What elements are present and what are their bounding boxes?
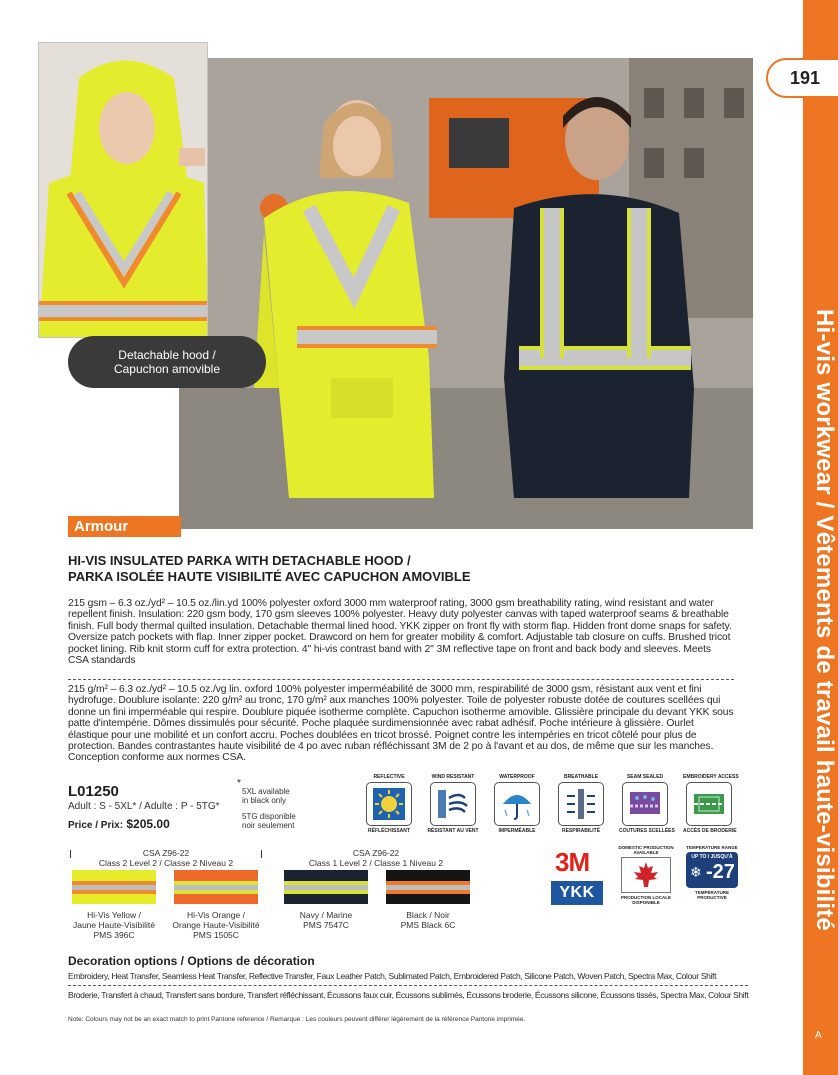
swatch-hivis-orange bbox=[174, 870, 258, 904]
inset-caption: Detachable hood / Capuchon amovible bbox=[68, 336, 266, 388]
seam-sealed-icon bbox=[622, 782, 668, 826]
class-1-label: CSA Z96-22 Class 1 Level 2 / Classe 1 Niveau 2 bbox=[308, 848, 444, 868]
note-en: 5XL available in black only bbox=[242, 787, 290, 805]
swatch-label-orange: Hi-Vis Orange / Orange Haute-Visibilité PMS 1505C bbox=[172, 910, 260, 940]
swatch-hivis-yellow bbox=[72, 870, 156, 904]
feature-waterproof: WATERPROOF IMPERMÉABLE bbox=[491, 774, 543, 838]
class-2-bracket bbox=[70, 850, 262, 858]
wind-resistant-icon bbox=[430, 782, 476, 826]
snowflake-icon: ❄ bbox=[690, 864, 702, 880]
feature-wind-resistant: WIND RESISTANT RÉSISTANT AU VENT bbox=[427, 774, 479, 834]
feature-breathable: BREATHABLE RESPIRABILITÉ bbox=[555, 774, 607, 838]
temperature-badge: TEMPERATURE RANGE UP TO / JUSQU'À ❄ -27 TEMPÉRATURE PRODUCTIVE bbox=[686, 845, 738, 900]
decoration-title: Decoration options / Options de décoration bbox=[68, 954, 315, 968]
product-photo-main bbox=[179, 58, 753, 529]
page-number: 191 bbox=[766, 58, 838, 98]
product-sizes: Adult : S - 5XL* / Adulte : P - 5TG* bbox=[68, 801, 220, 812]
feature-seam-sealed: SEAM SEALED COUTURES SCELLÉES bbox=[619, 774, 675, 834]
note-fr: 5TG disponible noir seulement bbox=[242, 812, 296, 830]
swatch-label-black: Black / Noir PMS Black 6C bbox=[400, 910, 456, 930]
description-fr: 215 g/m² – 6.3 oz./yd² – 10.5 oz./vg lin. oxford 100% polyester imperméabilité de 3000 mm, respirabilité de 3000 gsm, résistant aux vent et fini hydrofuge. Doublure isolante: 220 g/m² au tronc, 170 g/m² aux manches 100% polyester. Toile de polyester robuste dotée de coutures scellées qui donne un fini imperméable qui respire. Doublure piquée isotherme complète. Capuchon isotherme amovible. Glissière principale du devant YKK sous patte d'intempérie. Dômes dissimulés pour sécurité. Poche plaquée surdimensionnée avec rabat adhésif. Poche intérieure à glissière. Ourlet élastique pour une mobilité et un confort accru. Poches doublées en tricot brossé. Poignet contre les intempéries en tricot côtelé pour plus de protection. Bandes contrastantes haute visibilité de 4 po avec ruban réfléchissant 3M de 2 po à l'avant et au dos, de même que sur les manches. Conception conforme aux normes CSA. bbox=[68, 684, 734, 764]
breathable-icon bbox=[558, 782, 604, 826]
class-2-label: CSA Z96-22 Class 2 Level 2 / Classe 2 Niveau 2 bbox=[98, 848, 234, 868]
3m-logo: 3M bbox=[555, 847, 590, 877]
ykk-logo: YKK bbox=[551, 881, 603, 905]
reflective-icon bbox=[366, 782, 412, 826]
product-title: HI-VIS INSULATED PARKA WITH DETACHABLE HOOD / PARKA ISOLÉE HAUTE VISIBILITÉ AVEC CAPUCHON AMOVIBLE bbox=[68, 553, 471, 584]
colour-footnote: Note: Colours may not be an exact match to print Pantone reference / Remarque : Les couleurs peuvent différer légèrement de la référence Pantone imprimée. bbox=[68, 1016, 526, 1023]
waterproof-icon bbox=[494, 782, 540, 826]
decoration-divider bbox=[68, 985, 748, 986]
divider bbox=[68, 679, 734, 680]
feature-icons bbox=[363, 774, 743, 838]
swatch-label-navy: Navy / Marine PMS 7547C bbox=[299, 910, 353, 930]
decoration-fr: Broderie, Transfert à chaud, Transfert sans bordure, Transfert réfléchissant, Écussons faux cuir, Écussons sublimés, Écussons broderie, Écussons silicone, Écussons tissés, Spectra Max, Colour Shift bbox=[68, 990, 749, 1000]
domestic-production-badge: DOMESTIC PRODUCTION AVAILABLE PRODUCTION LOCALE DISPONIBLE bbox=[618, 845, 674, 905]
side-letter: A bbox=[815, 1030, 822, 1041]
swatch-label-yellow: Hi-Vis Yellow / Jaune Haute-Visibilité PMS 396C bbox=[72, 910, 156, 940]
embroidery-access-icon bbox=[686, 782, 732, 826]
inset-illustration bbox=[39, 43, 208, 338]
decoration-en: Embroidery, Heat Transfer, Seamless Heat Transfer, Reflective Transfer, Faux Leather Patch, Sublimated Patch, Embroidered Patch, Silicone Patch, Woven Patch, Spectra Max, Colour Shift bbox=[68, 971, 717, 981]
product-photo-inset bbox=[38, 42, 208, 338]
swatch-navy bbox=[284, 870, 368, 904]
feature-embroidery-access: EMBROIDERY ACCESS ACCÈS DE BRODERIE bbox=[683, 774, 739, 834]
side-title: Hi-vis workwear / Vêtements de travail haute-visibilité bbox=[811, 309, 838, 931]
swatch-black bbox=[386, 870, 470, 904]
description-en: 215 gsm – 6.3 oz./yd² – 10.5 oz./lin.yd 100% polyester oxford 3000 mm waterproof rating, 3000 gsm breathability rating, wind resistant and water repellent finish. Insulation: 220 gsm body, 170 gsm sleeves 100% polyester. Heavy duty polyester canvas with taped waterproof seams & breathable finish. Full body thermal quilted insulation. Detachable thermal lined hood. YKK zipper on front fly with storm flap. Hidden front dome snaps for safety. Oversize patch pockets with flap. Inner zipper pocket. Drawcord on hem for greater mobility & comfort. Adjustable tab closure on cuffs. Brushed tricot pocket lining. Rib knit storm cuff for extra protection. 4" hi-vis contrast band with 2" 3M reflective tape on front and back body and sleeves. Meets CSA standards bbox=[68, 598, 732, 667]
collection-tag: Armour bbox=[68, 516, 181, 537]
note-asterisk: * bbox=[237, 778, 241, 789]
product-sku: L01250 bbox=[68, 783, 119, 800]
photo-illustration bbox=[179, 58, 753, 529]
product-price: Price / Prix: $205.00 bbox=[68, 817, 170, 831]
feature-reflective: REFLECTIVE RÉFLÉCHISSANT bbox=[363, 774, 415, 838]
maple-leaf-icon bbox=[621, 857, 671, 893]
